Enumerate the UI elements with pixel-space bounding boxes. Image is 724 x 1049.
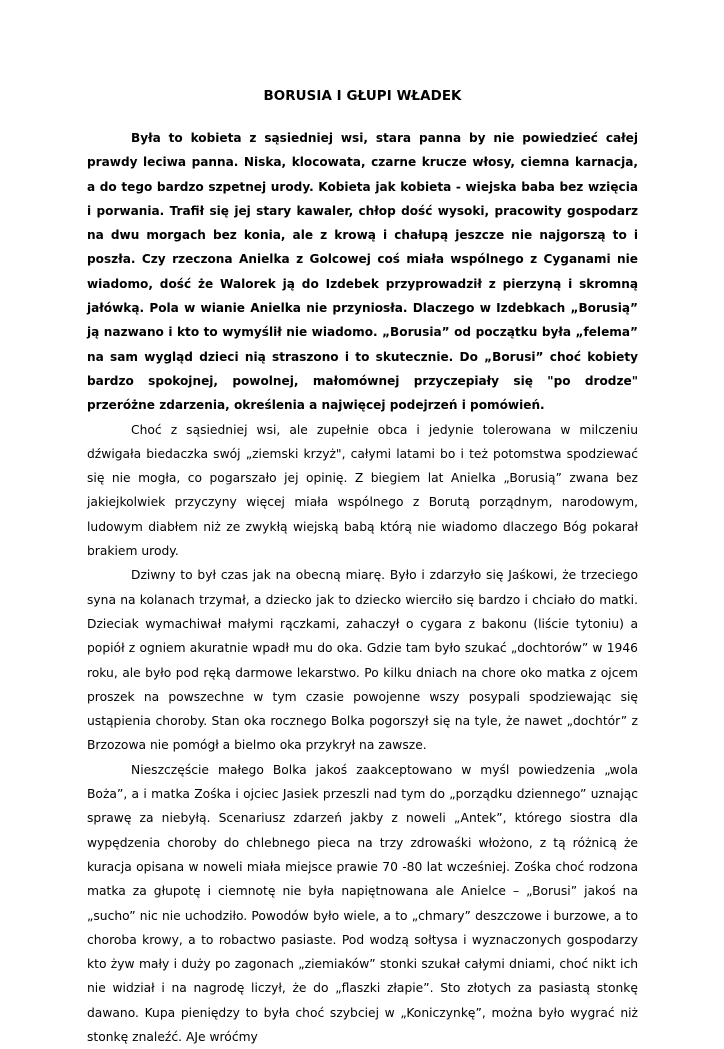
document-title: BORUSIA I GŁUPI WŁADEK — [263, 89, 462, 104]
paragraph-4: Nieszczęście małego Bolka jakoś zaakceptowano w myśl powiedzenia „wola Boża”, a i matka Zośka i ojciec Jasiek przeszli nad tym do „porządku dziennego” uznając sprawę za niebyłą. Scenariusz zdarzeń jakby z noweli „Antek”, którego siostra dla wypędzenia choroby do chlebnego pieca na trzy zdrowaśki włożono, z tą różnicą że kuracja opisana w noweli miała miejsce prawie 70 -80 lat wcześniej. Zośka choć rodzona matka za głupotę i ciemnotę nie była napiętnowana ale Anielce – „Borusi” jakoś na „sucho” nic nie uchodziło. Powodów było wiele, a to „chmary” deszczowe i burzowe, a to choroba krowy, a to robactwo pasiaste. Pod wodzą sołtysa i wyznaczonych gospodarzy kto żyw mały i duży po zagonach „ziemiaków” stonki szukał całymi dniami, choć nikt ich nie widział i na nagrodę liczył, że do „flaszki złapie”. Sto złotych za pasiastą stonkę dawano. Kupa pieniędzy to była choć szybciej w „Koniczynkę”, można było wygrać niż stonkę znaleźć. AJe wróćmy — [87, 762, 638, 1044]
paragraph-2: Choć z sąsiedniej wsi, ale zupełnie obca i jedynie tolerowana w milczeniu dźwigała biedaczka swój „ziemski krzyż", całymi latami bo i też potomstwa spodziewać się nie mogła, co pogarszało jej opinię. Z biegiem lat Anielka „Borusią” zwana bez jakiejkolwiek przyczyny więcej miała wspólnego z Borutą porządnym, narodowym, ludowym diabłem niż ze zwykłą wiejską babą którą nie wiadomo dlaczego Bóg pokarał brakiem urody. — [87, 422, 638, 559]
paragraph-3: Dziwny to był czas jak na obecną miarę. Było i zdarzyło się Jaśkowi, że trzeciego syna na kolanach trzymał, a dziecko jak to dziecko wierciło się bardzo i chciało do matki. Dzieciak wymachiwał małymi rączkami, zahaczył o cygara z bakonu (liście tytoniu) a popiół z ogniem akuratnie wpadł mu do oka. Gdzie tam było szukać „dochtorów” w 1946 roku, ale było pod ręką darmowe lekarstwo. Po kilku dniach na chore oko matka z ojcem proszek na powszechne w tym czasie powojenne wszy posypali spodziewając się ustąpienia choroby. Stan oka rocznego Bolka pogorszył się na tyle, że nawet „dochtór” z Brzozowa nie pomógł a bielmo oka przykrył na zawsze. — [87, 568, 638, 753]
paragraph-1: Była to kobieta z sąsiedniej wsi, stara panna by nie powiedzieć całej prawdy leciwa panna. Niska, klocowata, czarne krucze włosy, ciemna karnacja, a do tego bardzo szpetnej urody. Kobieta jak kobieta - wiejska baba bez wzięcia i porwania. Trafił się jej stary kawaler, chłop dość wysoki, pracowity gospodarz na dwu morgach bez konia, ale z krową i chałupą jeszcze nie najgorszą to i poszła. Czy rzeczona Anielka z Golcowej coś miała wspólnego z Cyganami nie wiadomo, dość że Walorek ją do Izdebek przyprowadził z pierzyną i skromną jałówką. Pola w wianie Anielka nie przyniosła. Dlaczego w Izdebkach „Borusią” ją nazwano i kto to wymyślił nie wiadomo. „Borusia” od początku była „felema” na sam wygląd dzieci nią straszono i to skutecznie. Do „Borusi” choć kobiety bardzo spokojnej, powolnej, małomównej przyczepiały się "po drodze" przeróżne zdarzenia, określenia a najwięcej podejrzeń i pomówień. — [87, 131, 638, 413]
document-page — [87, 88, 638, 1049]
